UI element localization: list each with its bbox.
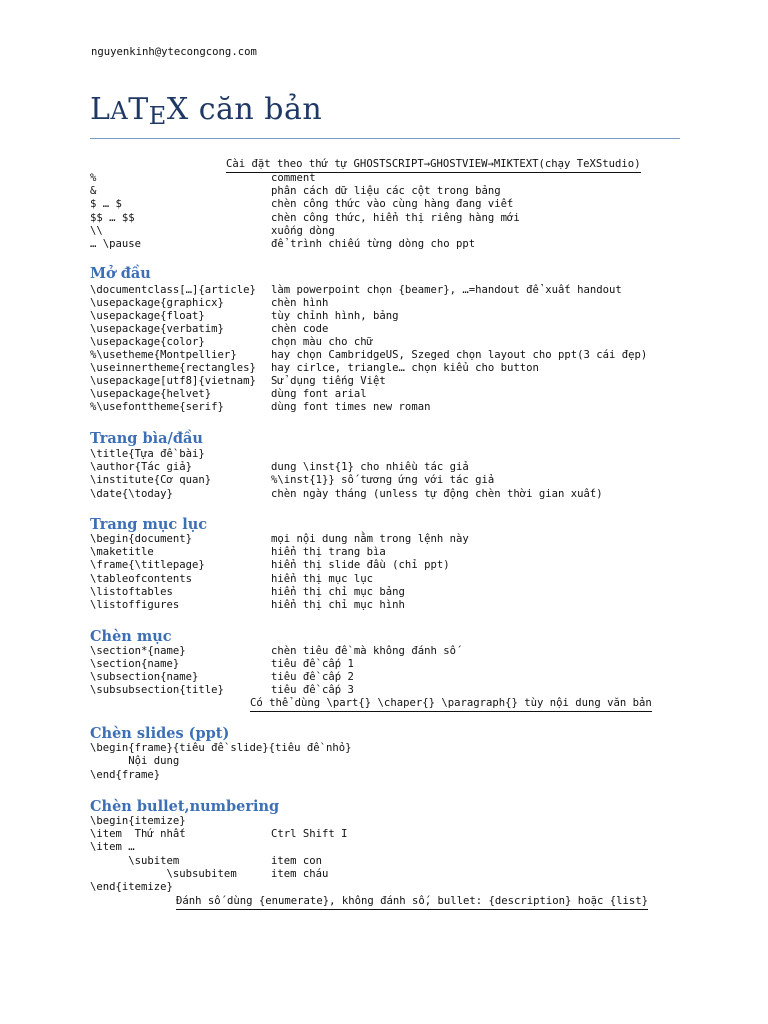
command-code: $ … $ xyxy=(90,198,122,211)
command-code: %\usefonttheme{serif} xyxy=(90,401,224,413)
command-code: \maketitle xyxy=(90,546,154,559)
command-code: \date{\today} xyxy=(90,487,173,500)
command-code: \frame{\titlepage} xyxy=(90,559,205,572)
command-code: \usepackage{graphicx} xyxy=(90,297,224,309)
command-description: hay cirlce, triangle… chọn kiểu cho button xyxy=(271,362,539,374)
title-t: T xyxy=(128,92,149,127)
command-description: chèn công thức vào cùng hàng đang viết xyxy=(271,198,514,211)
command-description: hiển thị trang bìa xyxy=(271,546,386,559)
command-description: dung \inst{1} cho nhiều tác giả xyxy=(271,461,469,474)
command-description: mọi nội dung nằm trong lệnh này xyxy=(271,533,469,545)
command-description: phân cách dữ liệu các cột trong bảng xyxy=(271,185,501,198)
command-description: tùy chỉnh hình, bảng xyxy=(271,310,399,322)
command-description: chèn công thức, hiển thị riêng hàng mới xyxy=(271,211,520,224)
title-e: E xyxy=(148,102,167,130)
command-description: để trình chiếu từng dòng cho ppt xyxy=(271,238,476,250)
command-description: item con xyxy=(271,854,323,867)
title-a: A xyxy=(110,97,129,125)
heading-chen-slides: Chèn slides (ppt) xyxy=(90,725,230,742)
command-code: \usepackage{verbatim} xyxy=(90,323,224,335)
command-code: \tableofcontents xyxy=(90,572,193,585)
command-description: tiêu đề cấp 3 xyxy=(271,684,354,697)
heading-trang-muc-luc: Trang mục lục xyxy=(90,516,208,533)
command-code: % xyxy=(90,172,97,184)
code-line: Nội dung xyxy=(90,755,180,768)
command-description: chèn ngày tháng (unless tự động chèn thời gian xuất) xyxy=(271,487,603,500)
command-code: %\usetheme{Montpellier} xyxy=(90,349,237,361)
install-note: Cài đặt theo thứ tự GHOSTSCRIPT→GHOSTVIEW→MIKTEXT(chạy TeXStudio) xyxy=(226,158,641,173)
command-code: \begin{document} xyxy=(90,533,193,545)
command-description: chèn tiêu đề mà không đánh số xyxy=(271,645,456,657)
heading-trang-bia: Trang bìa/đầu xyxy=(90,430,203,447)
command-description: hay chọn CambridgeUS, Szeged chọn layout cho ppt(3 cái đẹp) xyxy=(271,349,648,361)
command-code: \section{name} xyxy=(90,658,180,671)
command-description: dùng font times new roman xyxy=(271,401,431,413)
command-description: Ctrl Shift I xyxy=(271,828,348,841)
command-code: \usepackage[utf8]{vietnam} xyxy=(90,375,256,387)
command-code: \item … xyxy=(90,841,135,854)
command-code: \title{Tựa đề bài} xyxy=(90,448,205,460)
command-description: làm powerpoint chọn {beamer}, …=handout để xuất handout xyxy=(271,284,622,296)
command-code: \section*{name} xyxy=(90,645,186,657)
code-line: \begin{frame}{tiêu đề slide}{tiêu đề nhỏ} xyxy=(90,742,352,754)
command-description: tiêu đề cấp 1 xyxy=(271,658,354,671)
chen-bullet-note: Đánh số dùng {enumerate}, không đánh số, bullet: {description} hoặc {list} xyxy=(176,895,648,910)
command-description: tiêu đề cấp 2 xyxy=(271,671,354,684)
author-email: nguyenkinh@ytecongcong.com xyxy=(91,46,257,58)
command-code: \usepackage{helvet} xyxy=(90,388,212,400)
document-title xyxy=(90,92,323,130)
command-code: \listoffigures xyxy=(90,599,180,611)
command-code: \usepackage{float} xyxy=(90,310,205,322)
command-description: dùng font arial xyxy=(271,388,367,400)
command-description: chèn code xyxy=(271,323,329,335)
command-description: hiển thị chỉ mục bảng xyxy=(271,585,405,598)
command-code: \\ xyxy=(90,224,103,237)
command-description: hiển thị chỉ mục hình xyxy=(271,599,405,611)
command-code: \subsection{name} xyxy=(90,671,199,684)
command-code: \subsubsection{title} xyxy=(90,684,224,697)
command-code: \documentclass[…]{article} xyxy=(90,284,256,296)
command-code: & xyxy=(90,185,97,198)
code-line: \end{frame} xyxy=(90,768,161,781)
heading-mo-dau: Mở đầu xyxy=(90,265,151,282)
command-code: \subsubitem xyxy=(90,867,237,880)
heading-chen-muc: Chèn mục xyxy=(90,628,172,645)
chen-muc-note: Có thể dùng \part{} \chaper{} \paragraph{} tùy nội dung văn bản xyxy=(250,697,652,712)
title-x: X xyxy=(166,92,189,127)
command-description: hiển thị mục lục xyxy=(271,572,374,585)
command-code: \item Thứ nhất xyxy=(90,828,186,841)
title-divider xyxy=(90,138,680,139)
command-code: $$ … $$ xyxy=(90,211,135,224)
command-description: chọn màu cho chữ xyxy=(271,336,374,348)
command-code: … \pause xyxy=(90,238,142,250)
command-code: \useinnertheme{rectangles} xyxy=(90,362,256,374)
heading-chen-bullet: Chèn bullet,numbering xyxy=(90,798,280,815)
command-code: \listoftables xyxy=(90,585,173,598)
command-description: comment xyxy=(271,172,316,184)
command-description: Sử dụng tiếng Việt xyxy=(271,375,386,387)
command-description: item cháu xyxy=(271,867,329,880)
command-description: hiển thị slide đầu (chỉ ppt) xyxy=(271,559,450,572)
title-rest: căn bản xyxy=(188,92,323,127)
command-code: \institute{Cơ quan} xyxy=(90,474,212,487)
command-description: %\inst{1}} số tương ứng với tác giả xyxy=(271,474,495,487)
command-description: chèn hình xyxy=(271,297,329,309)
command-code: \begin{itemize} xyxy=(90,815,186,827)
command-code: \author{Tác giả} xyxy=(90,461,193,474)
command-description: xuống dòng xyxy=(271,224,335,237)
command-code: \end{itemize} xyxy=(90,881,173,893)
command-code: \subitem xyxy=(90,854,180,867)
title-l: L xyxy=(90,92,111,127)
command-code: \usepackage{color} xyxy=(90,336,205,348)
